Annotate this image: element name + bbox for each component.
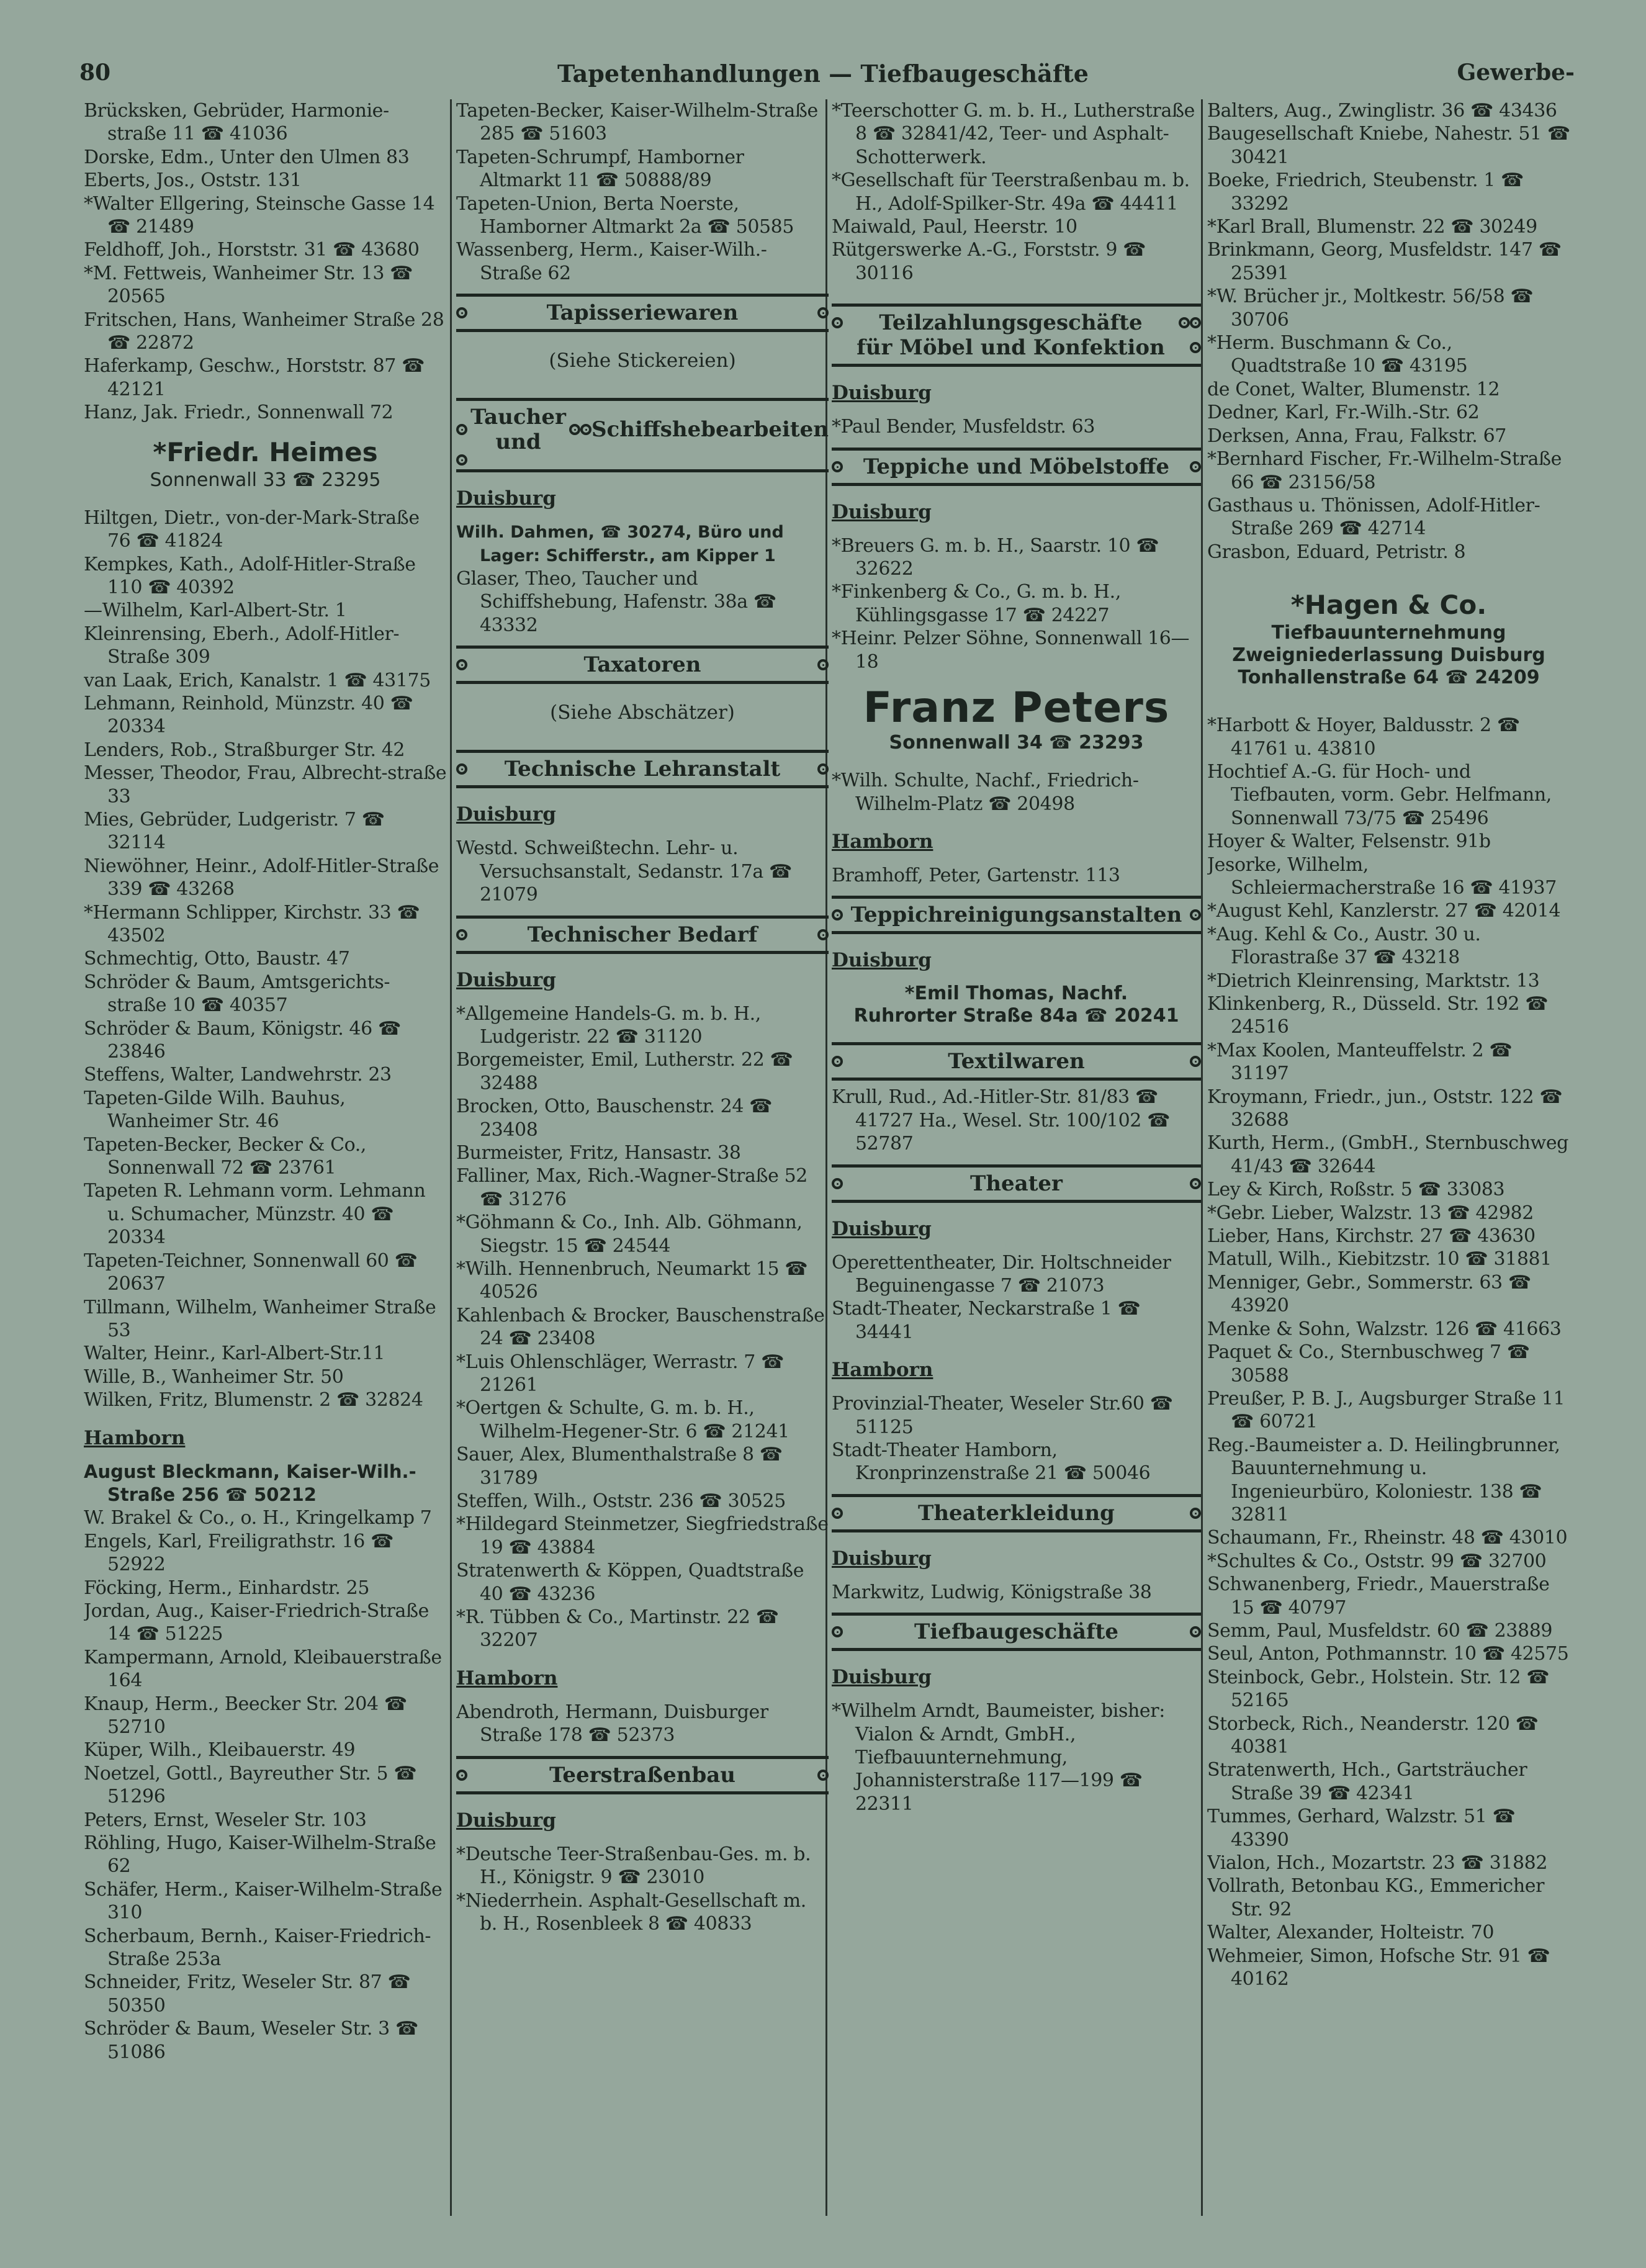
list-item: Walter, Alexander, Holteistr. 70 <box>1207 1922 1495 1944</box>
heading-text: Technischer Bedarf <box>527 922 758 947</box>
list-item: Dedner, Karl, Fr.-Wilh.-Str. 62 <box>1207 402 1480 424</box>
list-item: Balters, Aug., Zwinglistr. 36 ☎ 43436 <box>1207 100 1557 122</box>
entry-list <box>84 99 447 425</box>
heading-text: Schiffshebearbeiten <box>591 417 829 443</box>
list-item: Semm, Paul, Musfeldstr. 60 ☎ 23889 <box>1207 1619 1553 1642</box>
column-3 <box>832 99 1201 2234</box>
section-heading <box>832 896 1201 934</box>
list-item: Kroymann, Friedr., jun., Oststr. 122 ☎ 32688 <box>1207 1086 1563 1132</box>
list-item: *Wilh. Schulte, Nachf., Friedrich-Wilhelm-Platz ☎ 20498 <box>832 770 1139 815</box>
list-item: Küper, Wilh., Kleibauerstr. 49 <box>84 1739 356 1762</box>
list-item: *Bernhard Fischer, Fr.-Wilhelm-Straße 66 ☎ 23156/58 <box>1207 448 1562 493</box>
list-item: *R. Tübben & Co., Martinstr. 22 ☎ 32207 <box>456 1606 779 1652</box>
place-heading: Duisburg <box>456 487 556 510</box>
entry-list <box>832 864 1201 887</box>
section-heading <box>456 750 829 788</box>
list-item: Schröder & Baum, Weseler Str. 3 ☎ 51086 <box>84 2018 418 2063</box>
ring-ornament-icon <box>456 307 467 318</box>
section-heading <box>456 646 829 684</box>
column-1 <box>84 99 447 2234</box>
list-item: Hochtief A.-G. für Hoch- und Tiefbauten, vorm. Gebr. Helfmann, Sonnenwall 73/75 ☎ 25496 <box>1207 760 1552 829</box>
section-heading <box>832 1164 1201 1203</box>
list-item: Jesorke, Wilhelm, Schleiermacherstraße 16 ☎ 41937 <box>1207 853 1557 899</box>
list-item: Steffens, Walter, Landwehrstr. 23 <box>84 1064 392 1086</box>
list-item: Stratenwerth & Köppen, Quadtstraße 40 ☎ 43236 <box>456 1560 804 1605</box>
heading-text: Theater <box>970 1171 1063 1196</box>
ring-ornament-icon <box>456 424 467 435</box>
list-item: Walter, Heinr., Karl-Albert-Str.11 <box>84 1343 385 1365</box>
section-heading <box>832 1494 1201 1532</box>
list-item: W. Brakel & Co., o. H., Kringelkamp 7 <box>84 1507 432 1529</box>
list-item: Vollrath, Betonbau KG., Emmericher Str. 92 <box>1207 1875 1545 1920</box>
heading-text: Tiefbaugeschäfte <box>914 1619 1118 1645</box>
list-item: Wille, B., Wanheimer Str. 50 <box>84 1366 344 1388</box>
section-heading <box>456 294 829 332</box>
list-item: Tapeten-Teichner, Sonnenwall 60 ☎ 20637 <box>84 1249 418 1295</box>
list-item: Kahlenbach & Brocker, Bauschenstraße 24 ☎ 23408 <box>456 1304 825 1350</box>
list-item: Storbeck, Rich., Neanderstr. 120 ☎ 40381 <box>1207 1712 1539 1758</box>
ring-ornament-icon <box>817 929 829 940</box>
list-item: Tapeten-Gilde Wilh. Bauhus, Wanheimer Str. 46 <box>84 1087 346 1133</box>
list-item: Steinbock, Gebr., Holstein. Str. 12 ☎ 52165 <box>1207 1666 1550 1712</box>
section-heading <box>456 916 829 954</box>
ad-line: Tiefbauunternehmung <box>1271 622 1506 644</box>
list-item: Engels, Karl, Freiligrathstr. 16 ☎ 52922 <box>84 1530 394 1576</box>
column-4 <box>1207 99 1570 2234</box>
entry-list <box>832 1392 1201 1485</box>
list-item: Stadt-Theater Hamborn, Kronprinzenstraße 21 ☎ 50046 <box>832 1439 1151 1485</box>
list-item: *Teerschotter G. m. b. H., Lutherstraße 8 ☎ 32841/42, Teer- und Asphalt-Schotterwerk. <box>832 100 1195 168</box>
list-item: Sauer, Alex, Blumenthalstraße 8 ☎ 31789 <box>456 1444 783 1489</box>
list-item: Feldhoff, Joh., Horststr. 31 ☎ 43680 <box>84 239 420 261</box>
heading-text: Tapisseriewaren <box>546 300 739 326</box>
entry-list <box>456 99 829 285</box>
list-item: Lehmann, Reinhold, Münzstr. 40 ☎ 20334 <box>84 692 413 738</box>
section-heading <box>832 448 1201 486</box>
list-item: Schneider, Fritz, Weseler Str. 87 ☎ 50350 <box>84 1971 411 2017</box>
list-item: *Walter Ellgering, Steinsche Gasse 14 ☎ 21489 <box>84 192 435 238</box>
place-heading: Hamborn <box>832 830 933 853</box>
list-item: Kurth, Herm., (GmbH., Sternbuschweg 41/43 ☎ 32644 <box>1207 1132 1568 1177</box>
place-heading: Duisburg <box>456 1809 556 1832</box>
list-item: *Hildegard Steinmetzer, Siegfriedstraße 19 ☎ 43884 <box>456 1513 829 1559</box>
list-item: Brinkmann, Georg, Musfeldstr. 147 ☎ 25391 <box>1207 239 1562 284</box>
list-item: Bramhoff, Peter, Gartenstr. 113 <box>832 864 1120 886</box>
list-item: Schäfer, Herm., Kaiser-Wilhelm-Straße 310 <box>84 1878 443 1924</box>
ring-ornament-icon <box>456 659 467 670</box>
list-item: *Max Koolen, Manteuffelstr. 2 ☎ 31197 <box>1207 1039 1513 1085</box>
list-item: *Aug. Kehl & Co., Austr. 30 u. Florastraße 37 ☎ 43218 <box>1207 923 1481 969</box>
list-item: Messer, Theodor, Frau, Albrecht-straße 33 <box>84 762 447 808</box>
ad-name: *Friedr. Heimes <box>153 436 378 467</box>
list-item: Tapeten-Becker, Kaiser-Wilhelm-Straße 285 ☎ 51603 <box>456 100 818 145</box>
list-item: *Harbott & Hoyer, Baldusstr. 2 ☎ 41761 u. 43810 <box>1207 714 1520 760</box>
list-item: Schwanenberg, Friedr., Mauerstraße 15 ☎ 40797 <box>1207 1573 1550 1619</box>
list-item: Wilh. Dahmen, ☎ 30274, Büro und Lager: Schifferstr., am Kipper 1 <box>456 523 784 565</box>
ad-franz-peters <box>832 685 1201 754</box>
column-rule <box>450 99 452 2216</box>
ring-ornament-icon <box>832 909 843 920</box>
ring-ornament-icon <box>832 1508 843 1519</box>
heading-text: Teppiche und Möbelstoffe <box>863 454 1170 479</box>
list-item: Rütgerswerke A.-G., Forststr. 9 ☎ 30116 <box>832 239 1146 284</box>
entry-list <box>832 99 1201 285</box>
list-item: Tummes, Gerhard, Walzstr. 51 ☎ 43390 <box>1207 1806 1516 1851</box>
ring-ornament-icon <box>817 763 829 775</box>
list-item: Schröder & Baum, Amtsgerichts-straße 10 ☎ 40357 <box>84 971 390 1017</box>
list-item: Ley & Kirch, Roßstr. 5 ☎ 33083 <box>1207 1179 1505 1201</box>
list-item: Kampermann, Arnold, Kleibauerstraße 164 <box>84 1646 442 1692</box>
ring-ornament-icon <box>456 763 467 775</box>
list-item: Tillmann, Wilhelm, Wanheimer Straße 53 <box>84 1296 436 1341</box>
list-item: Wehmeier, Simon, Hofsche Str. 91 ☎ 40162 <box>1207 1945 1550 1991</box>
list-item: Schröder & Baum, Königstr. 46 ☎ 23846 <box>84 1017 401 1063</box>
entry-list <box>456 837 829 906</box>
list-item: Lieber, Hans, Kirchstr. 27 ☎ 43630 <box>1207 1225 1536 1248</box>
list-item: van Laak, Erich, Kanalstr. 1 ☎ 43175 <box>84 669 431 691</box>
list-item: Stadt-Theater, Neckarstraße 1 ☎ 34441 <box>832 1298 1141 1343</box>
column-2 <box>456 99 829 2234</box>
list-item: *Wilhelm Arndt, Baumeister, bisher: Vialon & Arndt, GmbH., Tiefbauunternehmung, Johannisterstraße 117—199 ☎ 22311 <box>832 1700 1165 1815</box>
section-heading <box>832 1613 1201 1651</box>
entry-list <box>1207 714 1570 1991</box>
list-item: *Oertgen & Schulte, G. m. b. H., Wilhelm-Hegener-Str. 6 ☎ 21241 <box>456 1397 789 1442</box>
ad-line: Zweigniederlassung Duisburg <box>1232 644 1545 667</box>
heading-text: Theaterkleidung <box>918 1500 1115 1526</box>
list-item: Markwitz, Ludwig, Königstraße 38 <box>832 1581 1152 1603</box>
page-number: 80 <box>79 60 111 86</box>
section-heading <box>832 304 1201 367</box>
ring-ornament-icon <box>832 1056 843 1067</box>
ring-ornament-icon <box>456 1770 467 1781</box>
place-heading: Duisburg <box>832 1217 932 1240</box>
list-item: *Herm. Buschmann & Co., Quadtstraße 10 ☎ 43195 <box>1207 332 1468 377</box>
ring-ornament-icon <box>1190 1056 1201 1067</box>
list-item: Wassenberg, Herm., Kaiser-Wilh.-Straße 62 <box>456 239 767 284</box>
column-rule <box>1201 99 1203 2216</box>
list-item: *Luis Ohlenschläger, Werrastr. 7 ☎ 21261 <box>456 1351 785 1396</box>
place-heading: Duisburg <box>832 1666 932 1689</box>
list-item: *Paul Bender, Musfeldstr. 63 <box>832 416 1095 438</box>
list-item: Scherbaum, Bernh., Kaiser-Friedrich-Straße 253a <box>84 1925 431 1971</box>
entry-list <box>84 1506 447 2064</box>
ring-ornament-icon <box>1190 909 1201 920</box>
list-item: Eberts, Jos., Oststr. 131 <box>84 169 302 192</box>
list-item: Tapeten-Schrumpf, Hamborner Altmarkt 11 ☎ 50888/89 <box>456 146 744 192</box>
ring-ornament-icon <box>1179 317 1190 328</box>
list-item: Klinkenberg, R., Düsseld. Str. 192 ☎ 24516 <box>1207 993 1549 1038</box>
list-item: Tapeten-Union, Berta Noerste, Hamborner Altmarkt 2a ☎ 50585 <box>456 192 794 238</box>
section-heading <box>456 398 829 472</box>
heading-text: Textilwaren <box>948 1049 1085 1074</box>
place-heading: Hamborn <box>456 1667 558 1690</box>
list-item: Krull, Rud., Ad.-Hitler-Str. 81/83 ☎ 41727 Ha., Wesel. Str. 100/102 ☎ 52787 <box>832 1086 1171 1155</box>
ring-ornament-icon <box>569 424 580 435</box>
entry-list <box>84 506 447 1412</box>
entry-list <box>456 1002 829 1652</box>
list-item: Knaup, Herm., Beecker Str. 204 ☎ 52710 <box>84 1693 407 1738</box>
ring-ornament-icon <box>456 929 467 940</box>
place-heading: Duisburg <box>832 500 932 523</box>
ad-name: *Emil Thomas, Nachf. <box>904 983 1128 1005</box>
running-head: Tapetenhandlungen — Tiefbaugeschäfte <box>557 60 1089 88</box>
list-item: Provinzial-Theater, Weseler Str.60 ☎ 51125 <box>832 1393 1173 1438</box>
ad-address: Sonnenwall 34 ☎ 23293 <box>889 732 1144 754</box>
list-item: *Allgemeine Handels-G. m. b. H., Ludgeristr. 22 ☎ 31120 <box>456 1002 761 1048</box>
place-heading: Hamborn <box>84 1426 186 1449</box>
heading-text: Taxatoren <box>583 652 701 678</box>
ring-ornament-icon <box>832 1178 843 1189</box>
list-item: de Conet, Walter, Blumenstr. 12 <box>1207 378 1500 400</box>
place-heading: Hamborn <box>832 1359 933 1382</box>
list-item: *Karl Brall, Blumenstr. 22 ☎ 30249 <box>1207 216 1537 238</box>
ad-name: Franz Peters <box>863 683 1170 733</box>
list-item: *Gebr. Lieber, Walzstr. 13 ☎ 42982 <box>1207 1202 1534 1224</box>
list-item: Westd. Schweißtechn. Lehr- u. Versuchsanstalt, Sedanstr. 17a ☎ 21079 <box>456 837 792 906</box>
list-item: Wilken, Fritz, Blumenstr. 2 ☎ 32824 <box>84 1389 423 1411</box>
list-item: *Schultes & Co., Oststr. 99 ☎ 32700 <box>1207 1550 1547 1572</box>
ring-ornament-icon <box>832 1626 843 1637</box>
list-item: Glaser, Theo, Taucher und Schiffshebung, Hafenstr. 38a ☎ 43332 <box>456 568 776 636</box>
place-heading: Duisburg <box>832 382 932 405</box>
list-item: Derksen, Anna, Frau, Falkstr. 67 <box>1207 425 1506 447</box>
list-item: Borgemeister, Emil, Lutherstr. 22 ☎ 32488 <box>456 1049 793 1094</box>
place-heading: Duisburg <box>832 949 932 972</box>
list-item: *Finkenberg & Co., G. m. b. H., Kühlingsgasse 17 ☎ 24227 <box>832 581 1121 626</box>
list-item: Falliner, Max, Rich.-Wagner-Straße 52 ☎ 31276 <box>456 1165 807 1210</box>
list-item: Boeke, Friedrich, Steubenstr. 1 ☎ 33292 <box>1207 169 1524 215</box>
list-item: Schaumann, Fr., Rheinstr. 48 ☎ 43010 <box>1207 1527 1568 1549</box>
list-item: Brücksken, Gebrüder, Harmonie-straße 11 ☎ 41036 <box>84 100 389 145</box>
list-item: *Dietrich Kleinrensing, Marktstr. 13 <box>1207 970 1540 992</box>
list-item: Peters, Ernst, Weseler Str. 103 <box>84 1809 367 1831</box>
entry-list <box>832 415 1201 438</box>
list-item: Niewöhner, Heinr., Adolf-Hitler-Straße 339 ☎ 43268 <box>84 855 439 901</box>
heading-text: Taucher und <box>470 405 566 455</box>
entry-list <box>832 1581 1201 1604</box>
list-item: *M. Fettweis, Wanheimer Str. 13 ☎ 20565 <box>84 262 413 308</box>
list-item: Reg.-Baumeister a. D. Heilingbrunner, Bauunternehmung u. Ingenieurbüro, Koloniestr. 138 ☎ 32811 <box>1207 1434 1560 1526</box>
list-item: Grasbon, Eduard, Petristr. 8 <box>1207 541 1466 563</box>
ring-ornament-icon <box>817 659 829 670</box>
place-heading: Duisburg <box>456 968 556 991</box>
list-item: Kempkes, Kath., Adolf-Hitler-Straße 110 ☎ 40392 <box>84 553 416 598</box>
list-item: Hoyer & Walter, Felsenstr. 91b <box>1207 830 1491 853</box>
ring-ornament-icon <box>1190 461 1201 472</box>
ad-emil-thomas <box>832 983 1201 1027</box>
ring-ornament-icon <box>1190 1626 1201 1637</box>
ad-hagen <box>1207 588 1570 689</box>
list-item: Matull, Wilh., Kiebitzstr. 10 ☎ 31881 <box>1207 1248 1552 1271</box>
list-item: Gasthaus u. Thönissen, Adolf-Hitler-Straße 269 ☎ 42714 <box>1207 494 1540 540</box>
ring-ornament-icon <box>1190 1508 1201 1519</box>
heading-text: Technische Lehranstalt <box>504 757 781 782</box>
ring-ornament-icon <box>580 424 591 435</box>
entry-list <box>1207 99 1570 564</box>
entry-list <box>832 1251 1201 1344</box>
list-item: Stratenwerth, Hch., Gartsträucher Straße 39 ☎ 42341 <box>1207 1759 1527 1804</box>
list-item: Paquet & Co., Sternbuschweg 7 ☎ 30588 <box>1207 1341 1530 1387</box>
place-heading: Duisburg <box>456 803 556 826</box>
list-item: Brocken, Otto, Bauschenstr. 24 ☎ 23408 <box>456 1096 773 1141</box>
ring-ornament-icon <box>1190 317 1201 328</box>
list-item: Röhling, Hugo, Kaiser-Wilhelm-Straße 62 <box>84 1832 436 1878</box>
list-item: *W. Brücher jr., Moltkestr. 56/58 ☎ 30706 <box>1207 286 1534 331</box>
list-item: *August Kehl, Kanzlerstr. 27 ☎ 42014 <box>1207 900 1561 922</box>
ring-ornament-icon <box>832 317 843 328</box>
list-item: Tapeten-Becker, Becker & Co., Sonnenwall 72 ☎ 23761 <box>84 1133 367 1179</box>
section-heading <box>456 1756 829 1794</box>
list-item: Dorske, Edm., Unter den Ulmen 83 <box>84 146 410 168</box>
list-item: Lenders, Rob., Straßburger Str. 42 <box>84 739 405 761</box>
list-item: Haferkamp, Geschw., Horststr. 87 ☎ 42121 <box>84 355 425 400</box>
place-heading: Duisburg <box>832 1547 932 1570</box>
list-item: *Deutsche Teer-Straßenbau-Ges. m. b. H., Königstr. 9 ☎ 23010 <box>456 1843 811 1889</box>
list-item: Preußer, P. B. J., Augsburger Straße 11 ☎ 60721 <box>1207 1387 1565 1433</box>
ad-address: Ruhrorter Straße 84a ☎ 20241 <box>853 1005 1179 1027</box>
list-item: Fritschen, Hans, Wanheimer Straße 28 ☎ 22872 <box>84 308 444 354</box>
list-item: Steffen, Wilh., Oststr. 236 ☎ 30525 <box>456 1490 786 1513</box>
entry-list <box>456 1843 829 1936</box>
entry-list <box>832 769 1201 816</box>
list-item: Vialon, Hch., Mozartstr. 23 ☎ 31882 <box>1207 1852 1548 1874</box>
section-word: Gewerbe- <box>1457 60 1575 86</box>
ad-heimes <box>84 436 447 492</box>
list-item: —Wilhelm, Karl-Albert-Str. 1 <box>84 600 347 622</box>
list-item: Seul, Anton, Pothmannstr. 10 ☎ 42575 <box>1207 1643 1569 1665</box>
entry-list <box>832 534 1201 673</box>
list-item: Hiltgen, Dietr., von-der-Mark-Straße 76 ☎ 41824 <box>84 506 420 552</box>
list-item: Kleinrensing, Eberh., Adolf-Hitler-Straße 309 <box>84 623 400 668</box>
list-item: Mies, Gebrüder, Ludgeristr. 7 ☎ 32114 <box>84 808 385 854</box>
entry-list <box>832 1086 1201 1155</box>
list-item: Noetzel, Gottl., Bayreuther Str. 5 ☎ 51296 <box>84 1762 417 1808</box>
list-item: Tapeten R. Lehmann vorm. Lehmann u. Schumacher, Münzstr. 40 ☎ 20334 <box>84 1180 426 1249</box>
list-item: *Heinr. Pelzer Söhne, Sonnenwall 16—18 <box>832 628 1190 673</box>
ad-name: *Hagen & Co. <box>1290 590 1487 621</box>
list-item: Jordan, Aug., Kaiser-Friedrich-Straße 14 ☎ 51225 <box>84 1600 429 1645</box>
list-item: *Wilh. Hennenbruch, Neumarkt 15 ☎ 40526 <box>456 1258 808 1303</box>
heading-text: Teilzahlungsgeschäfte <box>879 310 1143 336</box>
ring-ornament-icon <box>456 454 467 466</box>
list-item: Föcking, Herm., Einhardstr. 25 <box>84 1577 370 1599</box>
list-item: Schmechtig, Otto, Baustr. 47 <box>84 948 350 970</box>
list-item: Maiwald, Paul, Heerstr. 10 <box>832 216 1077 238</box>
list-item: Menke & Sohn, Walzstr. 126 ☎ 41663 <box>1207 1318 1562 1340</box>
entry-list <box>832 1699 1201 1816</box>
ring-ornament-icon <box>817 307 829 318</box>
heading-text: Teerstraßenbau <box>549 1762 736 1788</box>
list-item: Hanz, Jak. Friedr., Sonnenwall 72 <box>84 402 394 424</box>
heading-text: Teppichreinigungsanstalten <box>850 902 1182 928</box>
list-item: Operettentheater, Dir. Holtschneider Beguinengasse 7 ☎ 21073 <box>832 1251 1171 1297</box>
list-item: August Bleckmann, Kaiser-Wilh.-Straße 256 ☎ 50212 <box>84 1460 416 1505</box>
cross-reference: (Siehe Stickereien) <box>549 349 736 372</box>
list-item: *Gesellschaft für Teerstraßenbau m. b. H., Adolf-Spilker-Str. 49a ☎ 44411 <box>832 169 1190 215</box>
list-item: Menniger, Gebr., Sommerstr. 63 ☎ 43920 <box>1207 1271 1531 1317</box>
list-item: *Hermann Schlipper, Kirchstr. 33 ☎ 43502 <box>84 901 420 947</box>
ad-address: Tonhallenstraße 64 ☎ 24209 <box>1238 667 1540 689</box>
list-item: Baugesellschaft Kniebe, Nahestr. 51 ☎ 30421 <box>1207 123 1570 168</box>
section-heading <box>832 1042 1201 1081</box>
list-item: *Göhmann & Co., Inh. Alb. Göhmann, Siegstr. 15 ☎ 24544 <box>456 1212 803 1257</box>
list-item: Abendroth, Hermann, Duisburger Straße 178 ☎ 52373 <box>456 1701 768 1747</box>
ring-ornament-icon <box>1190 342 1201 353</box>
entry-list <box>456 1701 829 1747</box>
ring-ornament-icon <box>1190 1178 1201 1189</box>
list-item: *Breuers G. m. b. H., Saarstr. 10 ☎ 32622 <box>832 534 1159 580</box>
ad-address: Sonnenwall 33 ☎ 23295 <box>150 469 381 491</box>
list-item: Burmeister, Fritz, Hansastr. 38 <box>456 1141 741 1164</box>
heading-text: für Möbel und Konfektion <box>857 335 1165 361</box>
ring-ornament-icon <box>817 1770 829 1781</box>
ring-ornament-icon <box>832 461 843 472</box>
list-item: *Niederrhein. Asphalt-Gesellschaft m. b. H., Rosenbleek 8 ☎ 40833 <box>456 1889 806 1935</box>
cross-reference: (Siehe Abschätzer) <box>550 701 735 724</box>
